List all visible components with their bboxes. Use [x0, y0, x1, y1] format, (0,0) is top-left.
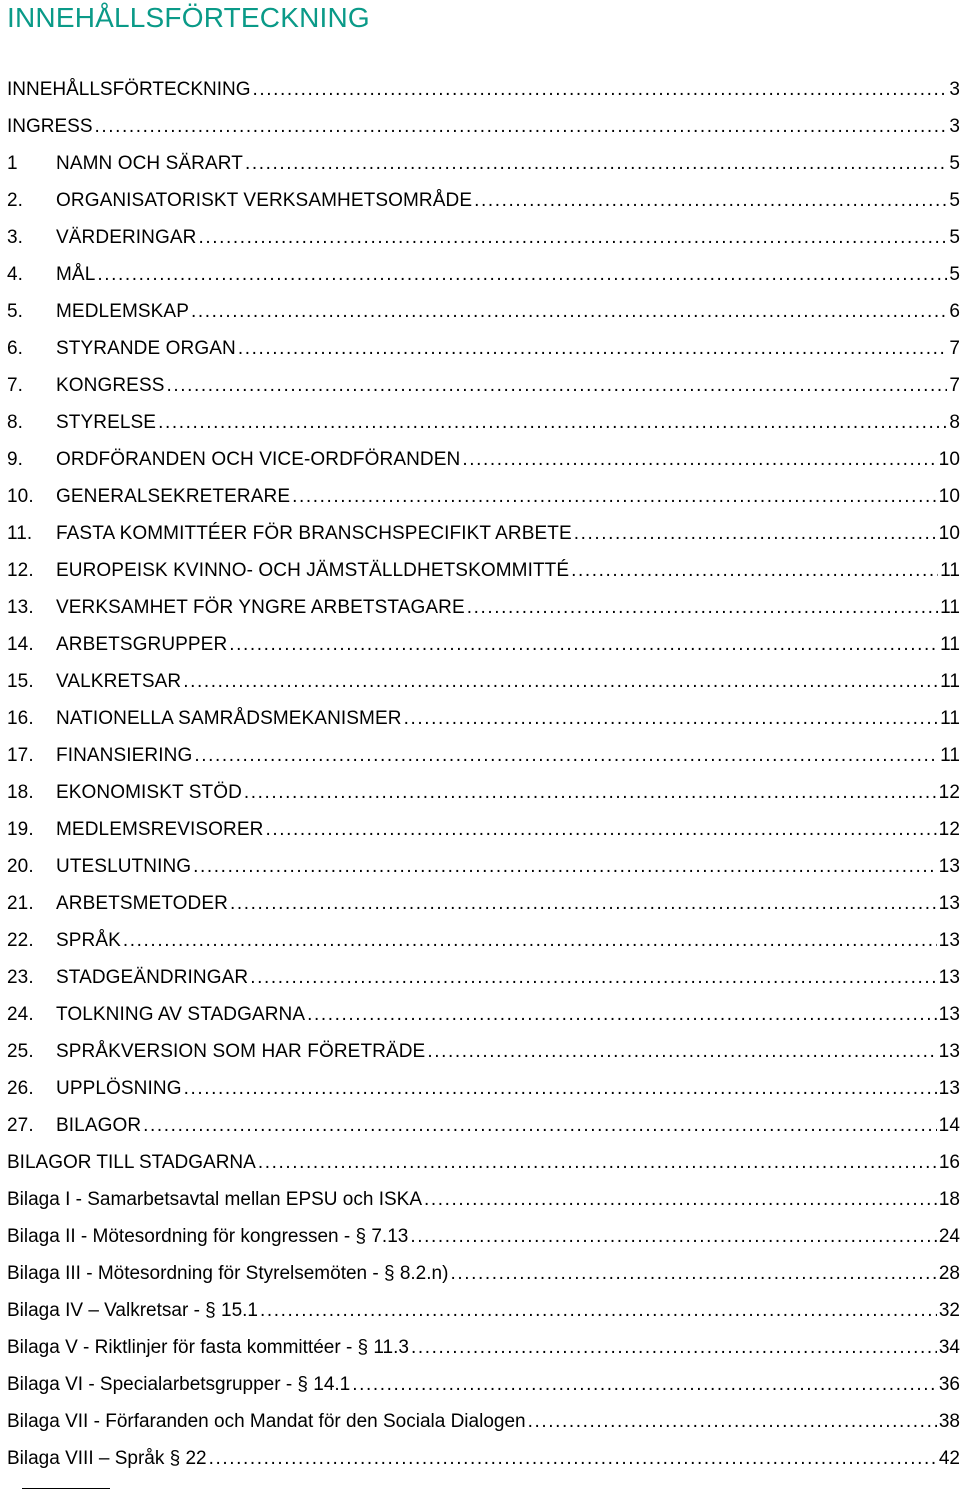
toc-entry-number: 3.	[7, 227, 24, 248]
dot-leader	[467, 589, 938, 626]
toc-entry-page-number: 10	[938, 449, 960, 470]
toc-entry-number: 13.	[7, 597, 34, 618]
toc-entry-title: VERKSAMHET FÖR YNGRE ARBETSTAGARE	[56, 597, 465, 618]
toc-entry-title: INGRESS	[7, 116, 93, 137]
dot-leader	[265, 811, 936, 848]
toc-entry-title: Bilaga VII - Förfaranden och Mandat för den Sociala Dialogen	[7, 1411, 526, 1432]
toc-entry[interactable]	[7, 1292, 960, 1329]
toc-entry[interactable]	[7, 589, 960, 626]
dot-leader	[410, 1218, 937, 1255]
toc-entry-title: Bilaga III - Mötesordning för Styrelsemöten - § 8.2.n)	[7, 1263, 449, 1284]
toc-entry-page-number: 11	[940, 634, 960, 655]
toc-entry-title: STYRELSE	[56, 412, 157, 433]
toc-entry-page-number: 6	[949, 301, 960, 322]
toc-entry[interactable]	[7, 1144, 960, 1181]
toc-entry-page-number: 42	[938, 1448, 960, 1469]
toc-entry-number: 22.	[7, 930, 34, 951]
dot-leader	[253, 71, 948, 108]
toc-entry-title: VALKRETSAR	[56, 671, 182, 692]
toc-entry-page-number: 8	[949, 412, 960, 433]
dot-leader	[260, 1292, 937, 1329]
toc-entry-title: MEDLEMSKAP	[56, 301, 189, 322]
toc-entry-number: 4.	[7, 264, 24, 285]
toc-entry[interactable]	[7, 737, 960, 774]
toc-entry[interactable]	[7, 145, 960, 182]
dot-leader	[244, 774, 937, 811]
dot-leader	[258, 1144, 937, 1181]
dot-leader	[167, 367, 948, 404]
toc-entry[interactable]	[7, 1070, 960, 1107]
toc-entry[interactable]	[7, 922, 960, 959]
dot-leader	[292, 478, 937, 515]
toc-entry-title: ARBETSGRUPPER	[56, 634, 228, 655]
toc-entry-title: STADGEÄNDRINGAR	[56, 967, 249, 988]
dot-leader	[574, 515, 937, 552]
toc-entry-title: Bilaga VI - Specialarbetsgrupper - § 14.1	[7, 1374, 351, 1395]
dot-leader	[184, 1070, 937, 1107]
toc-entry-page-number: 5	[949, 264, 960, 285]
toc-entry[interactable]	[7, 1255, 960, 1292]
footnote-separator	[22, 1488, 110, 1489]
toc-entry[interactable]	[7, 182, 960, 219]
toc-entry[interactable]	[7, 108, 960, 145]
toc-entry[interactable]	[7, 293, 960, 330]
toc-entry-page-number: 13	[938, 1041, 960, 1062]
toc-entry-page-number: 12	[938, 819, 960, 840]
toc-entry-number: 18.	[7, 782, 34, 803]
toc-entry-page-number: 12	[938, 782, 960, 803]
toc-entry[interactable]	[7, 441, 960, 478]
toc-entry[interactable]	[7, 1329, 960, 1366]
toc-entry-number: 27.	[7, 1115, 34, 1136]
toc-entry-page-number: 11	[940, 597, 960, 618]
toc-entry-page-number: 5	[949, 227, 960, 248]
toc-entry-page-number: 11	[940, 671, 960, 692]
toc-entry-title: FASTA KOMMITTÉER FÖR BRANSCHSPECIFIKT ARBETE	[56, 523, 572, 544]
dot-leader	[307, 996, 937, 1033]
toc-entry-title: TOLKNING AV STADGARNA	[56, 1004, 306, 1025]
toc-entry-title: ORGANISATORISKT VERKSAMHETSOMRÅDE	[56, 190, 473, 211]
dot-leader	[424, 1181, 937, 1218]
toc-entry-page-number: 16	[938, 1152, 960, 1173]
toc-entry[interactable]	[7, 811, 960, 848]
toc-entry-page-number: 13	[938, 1004, 960, 1025]
toc-entry[interactable]	[7, 219, 960, 256]
dot-leader	[209, 1440, 937, 1477]
toc-entry[interactable]	[7, 404, 960, 441]
toc-entry-page-number: 10	[938, 523, 960, 544]
toc-entry-page-number: 13	[938, 1078, 960, 1099]
dot-leader	[462, 441, 936, 478]
toc-entry-title: BILAGOR TILL STADGARNA	[7, 1152, 256, 1173]
toc-entry-page-number: 36	[938, 1374, 960, 1395]
toc-entry[interactable]	[7, 774, 960, 811]
toc-entry-page-number: 28	[938, 1263, 960, 1284]
toc-entry-number: 5.	[7, 301, 24, 322]
toc-entry-title: BILAGOR	[56, 1115, 142, 1136]
toc-entry-title: Bilaga V - Riktlinjer för fasta kommittéer - § 11.3	[7, 1337, 409, 1358]
toc-entry[interactable]	[7, 626, 960, 663]
dot-leader	[250, 959, 936, 996]
toc-entry-number: 10.	[7, 486, 34, 507]
toc-entry-title: SPRÅKVERSION SOM HAR FÖRETRÄDE	[56, 1041, 426, 1062]
toc-entry[interactable]	[7, 552, 960, 589]
toc-entry-title: UPPLÖSNING	[56, 1078, 182, 1099]
toc-entry-number: 2.	[7, 190, 24, 211]
toc-entry[interactable]	[7, 515, 960, 552]
toc-entry[interactable]	[7, 996, 960, 1033]
toc-entry[interactable]	[7, 1218, 960, 1255]
toc-entry-number: 7.	[7, 375, 24, 396]
toc-entry[interactable]	[7, 256, 960, 293]
table-of-contents	[7, 71, 960, 1477]
toc-entry-title: UTESLUTNING	[56, 856, 192, 877]
toc-entry-title: INNEHÅLLSFÖRTECKNING	[7, 79, 251, 100]
dot-leader	[193, 848, 936, 885]
dot-leader	[450, 1255, 936, 1292]
toc-entry-title: Bilaga II - Mötesordning för kongressen - § 7.13	[7, 1226, 409, 1247]
toc-entry-page-number: 14	[938, 1115, 960, 1136]
dot-leader	[411, 1329, 937, 1366]
toc-entry[interactable]	[7, 1107, 960, 1144]
toc-entry-title: KONGRESS	[56, 375, 165, 396]
toc-entry-title: STYRANDE ORGAN	[56, 338, 236, 359]
dot-leader	[198, 219, 947, 256]
toc-entry-title: FINANSIERING	[56, 745, 193, 766]
toc-entry[interactable]	[7, 1366, 960, 1403]
dot-leader	[183, 663, 938, 700]
dot-leader	[571, 552, 938, 589]
toc-entry[interactable]	[7, 1181, 960, 1218]
toc-entry-number: 9.	[7, 449, 24, 470]
toc-entry-title: ARBETSMETODER	[56, 893, 228, 914]
toc-entry-title: GENERALSEKRETERARE	[56, 486, 291, 507]
toc-entry-title: NATIONELLA SAMRÅDSMEKANISMER	[56, 708, 402, 729]
toc-entry-number: 1	[7, 153, 18, 174]
toc-entry-title: Bilaga I - Samarbetsavtal mellan EPSU och ISKA	[7, 1189, 423, 1210]
dot-leader	[95, 108, 948, 145]
dot-leader	[245, 145, 947, 182]
dot-leader	[229, 626, 938, 663]
toc-entry-title: MÅL	[56, 264, 96, 285]
toc-entry-number: 23.	[7, 967, 34, 988]
dot-leader	[191, 293, 947, 330]
toc-entry[interactable]	[7, 1033, 960, 1070]
dot-leader	[528, 1403, 937, 1440]
toc-entry-number: 26.	[7, 1078, 34, 1099]
toc-entry-title: EUROPEISK KVINNO- OCH JÄMSTÄLLDHETSKOMMITTÉ	[56, 560, 570, 581]
toc-entry-title: Bilaga IV – Valkretsar - § 15.1	[7, 1300, 258, 1321]
toc-entry[interactable]	[7, 367, 960, 404]
dot-leader	[143, 1107, 936, 1144]
toc-entry-page-number: 24	[938, 1226, 960, 1247]
dot-leader	[230, 885, 937, 922]
toc-entry-number: 6.	[7, 338, 24, 359]
toc-entry-page-number: 13	[938, 893, 960, 914]
page-title: INNEHÅLLSFÖRTECKNING	[7, 2, 370, 33]
dot-leader	[352, 1366, 937, 1403]
toc-entry-title: VÄRDERINGAR	[56, 227, 197, 248]
toc-entry-number: 15.	[7, 671, 34, 692]
dot-leader	[97, 256, 947, 293]
toc-entry[interactable]	[7, 700, 960, 737]
toc-entry-number: 17.	[7, 745, 34, 766]
dot-leader	[427, 1033, 936, 1070]
toc-entry-page-number: 34	[938, 1337, 960, 1358]
toc-entry-page-number: 5	[949, 190, 960, 211]
toc-entry-page-number: 10	[938, 486, 960, 507]
toc-entry[interactable]	[7, 885, 960, 922]
toc-entry-page-number: 3	[949, 79, 960, 100]
toc-entry[interactable]	[7, 1440, 960, 1477]
toc-entry-page-number: 13	[938, 967, 960, 988]
toc-entry-title: NAMN OCH SÄRART	[56, 153, 243, 174]
toc-entry-number: 21.	[7, 893, 34, 914]
toc-entry-page-number: 18	[938, 1189, 960, 1210]
toc-entry-page-number: 7	[949, 338, 960, 359]
dot-leader	[404, 700, 938, 737]
toc-entry-title: MEDLEMSREVISORER	[56, 819, 264, 840]
toc-entry-title: ORDFÖRANDEN OCH VICE-ORDFÖRANDEN	[56, 449, 461, 470]
toc-entry-number: 16.	[7, 708, 34, 729]
dot-leader	[158, 404, 947, 441]
toc-entry-page-number: 5	[949, 153, 960, 174]
toc-entry-title: Bilaga VIII – Språk § 22	[7, 1448, 207, 1469]
toc-entry-number: 14.	[7, 634, 34, 655]
toc-entry-page-number: 38	[938, 1411, 960, 1432]
toc-entry[interactable]	[7, 959, 960, 996]
toc-entry[interactable]	[7, 330, 960, 367]
dot-leader	[474, 182, 947, 219]
toc-entry-number: 24.	[7, 1004, 34, 1025]
toc-entry-number: 8.	[7, 412, 24, 433]
dot-leader	[194, 737, 938, 774]
toc-entry[interactable]	[7, 71, 960, 108]
toc-entry-number: 25.	[7, 1041, 34, 1062]
toc-entry-title: SPRÅK	[56, 930, 121, 951]
toc-entry-page-number: 7	[949, 375, 960, 396]
toc-entry-page-number: 13	[938, 930, 960, 951]
toc-entry-number: 11.	[7, 523, 33, 544]
toc-entry-number: 12.	[7, 560, 34, 581]
toc-entry-number: 20.	[7, 856, 34, 877]
toc-entry-page-number: 11	[940, 708, 960, 729]
toc-entry[interactable]	[7, 848, 960, 885]
toc-entry-page-number: 11	[940, 745, 960, 766]
toc-entry[interactable]	[7, 663, 960, 700]
toc-entry-page-number: 13	[938, 856, 960, 877]
dot-leader	[123, 922, 937, 959]
toc-entry-number: 19.	[7, 819, 34, 840]
toc-entry-page-number: 11	[940, 560, 960, 581]
toc-entry[interactable]	[7, 1403, 960, 1440]
toc-entry-page-number: 32	[938, 1300, 960, 1321]
toc-entry-title: EKONOMISKT STÖD	[56, 782, 242, 803]
toc-entry-page-number: 3	[949, 116, 960, 137]
toc-entry[interactable]	[7, 478, 960, 515]
dot-leader	[238, 330, 948, 367]
